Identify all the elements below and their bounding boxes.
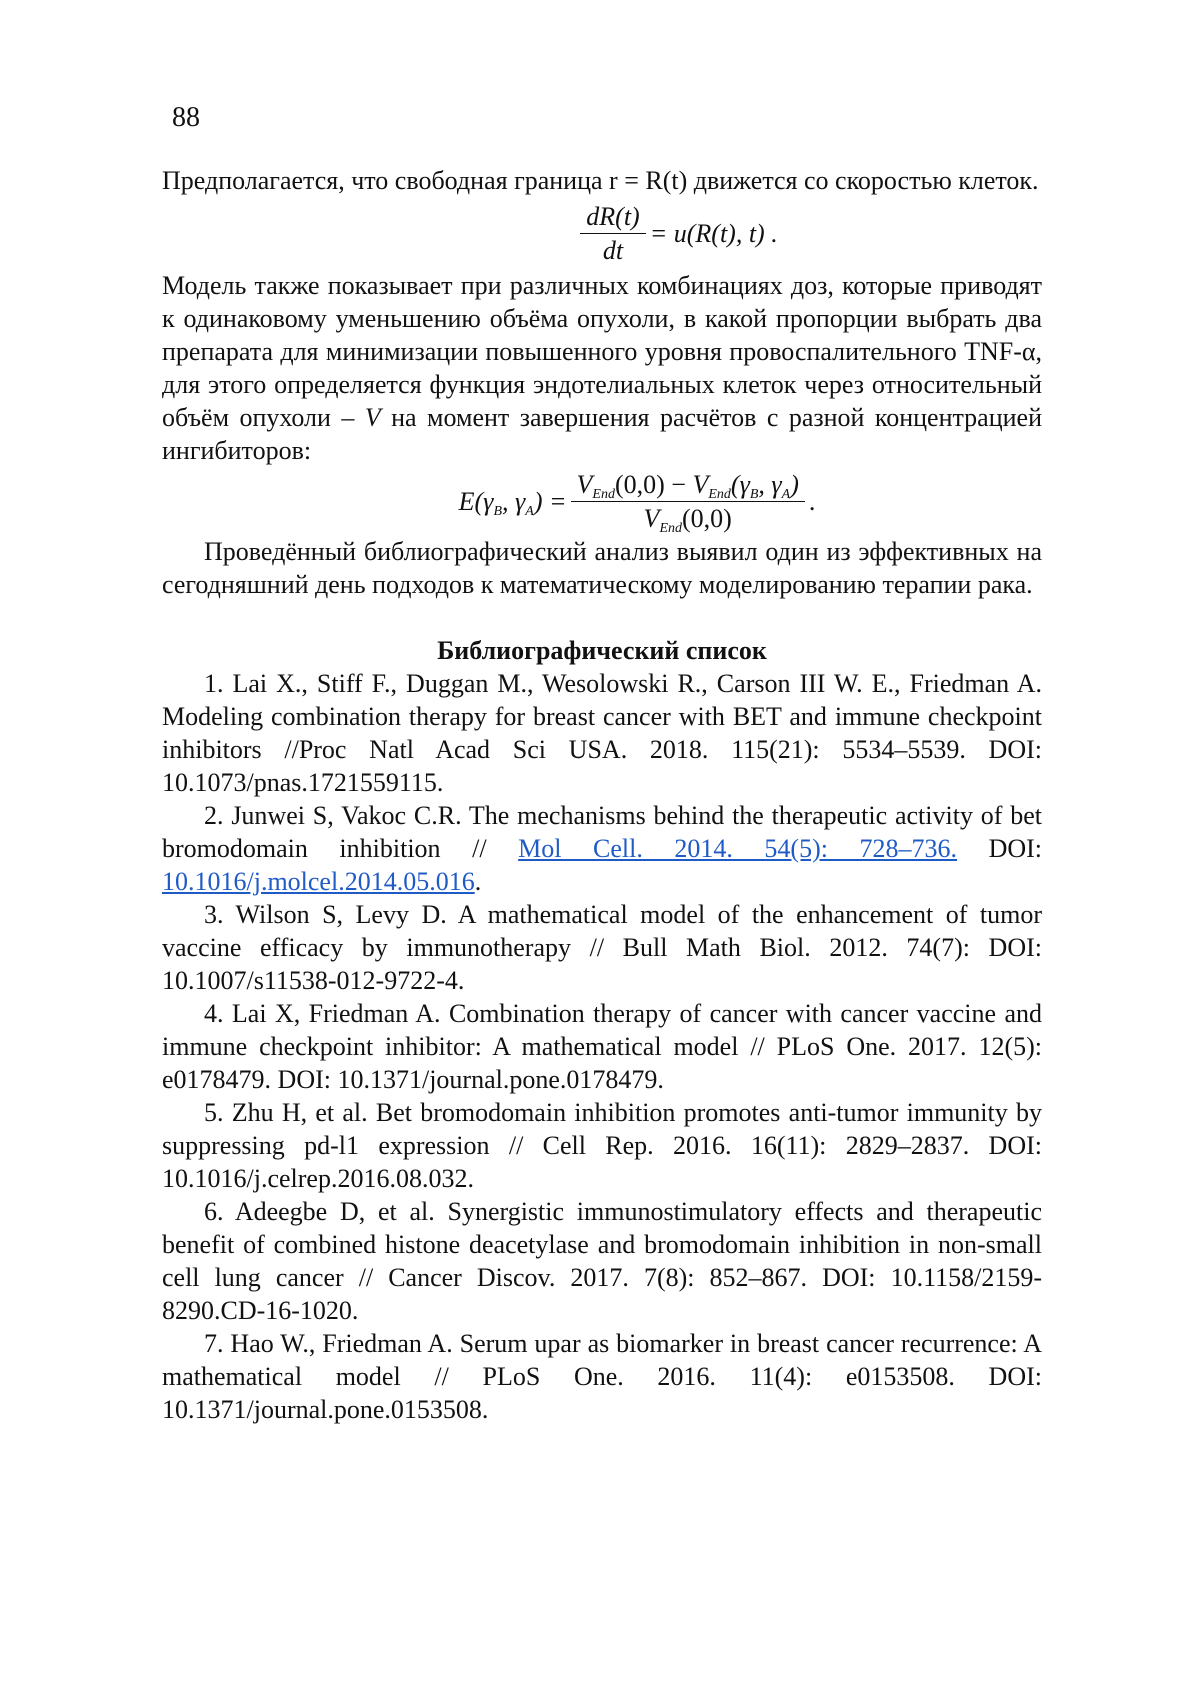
equation-lhs: [459, 485, 567, 518]
reference-item: 7. Hao W., Friedman A. Serum upar as biomarker in breast cancer recurrence: A mathematical model // PLoS One. 2016. 11(4): e0153508. DOI: 10.1371/journal.pone.0153508.: [162, 1329, 1042, 1424]
lhs-text: E(γ: [458, 486, 494, 516]
sub-end: End: [659, 520, 682, 536]
reference-item: 5. Zhu H, et al. Bet bromodomain inhibition promotes anti-tumor immunity by suppressing pd-l1 expression // Cell Rep. 2016. 16(11): 2829–2837. DOI: 10.1016/j.celrep.2016.08.032.: [162, 1098, 1042, 1193]
page-number: 88: [172, 102, 200, 133]
var-v: V: [576, 469, 593, 499]
var-v: V: [643, 503, 660, 533]
reference-text: 2. Junwei S, Vakoc C.R. The mechanisms behind the therapeutic activity of bet bromodomain inhibition //: [162, 801, 1042, 863]
num-sep: , γ: [758, 469, 782, 499]
reference-item: 1. Lai X., Stiff F., Duggan M., Wesolowski R., Carson III W. E., Friedman A. Modeling combination therapy for breast cancer with BET and immune checkpoint inhibitors //Proc Natl Acad Sci USA. 2018. 115(21): 5534–5539. DOI: 10.1073/pnas.1721559115.: [162, 669, 1042, 797]
paragraph-text-end: на момент завершения расчётов с разной концентрацией ингибиторов:: [162, 403, 1043, 465]
paragraph-free-boundary: Предполагается, что свободная граница r = R(t) движется со скоростью клеток.: [162, 166, 1039, 195]
paragraph-conclusion: Проведённый библиографический анализ выявил один из эффективных на сегодняшний день подходов к математическому моделированию терапии рака.: [162, 537, 1042, 599]
fraction: [580, 201, 645, 266]
fraction-numerator: dR(t): [580, 201, 645, 234]
equation-period: .: [808, 486, 816, 516]
fraction-numerator: [571, 469, 805, 502]
reference-doi-link[interactable]: 10.1016/j.molcel.2014.05.016: [162, 867, 475, 896]
num-part-2: (γ: [730, 469, 750, 499]
sub-a: A: [781, 486, 791, 502]
den-part: (0,0): [682, 503, 732, 533]
sub-end: End: [708, 486, 731, 502]
fraction-denominator: [638, 502, 738, 534]
reference-item: [162, 799, 1042, 898]
equation-boundary-velocity: [312, 197, 1042, 269]
reference-item: 4. Lai X, Friedman A. Combination therapy of cancer with cancer vaccine and immune checkpoint inhibitor: A mathematical model // PLoS One. 2017. 12(5): e0178479. DOI: 10.1371/journal.pone.0178479.: [162, 999, 1042, 1094]
lhs-sub-b: B: [493, 503, 502, 519]
num-close: ): [790, 469, 799, 499]
equation-efficiency: [232, 467, 1042, 535]
sub-end: End: [592, 486, 615, 502]
reference-item: 6. Adeegbe D, et al. Synergistic immunostimulatory effects and therapeutic benefit of combined histone deacetylase and bromodomain inhibition in non-small cell lung cancer // Cancer Discov. 2017. 7(8): 852–867. DOI: 10.1158/2159-8290.CD-16-1020.: [162, 1197, 1042, 1325]
reference-link[interactable]: Mol Cell. 2014. 54(5): 728–736.: [518, 834, 958, 863]
sub-b: B: [749, 486, 759, 502]
reference-doi-label: DOI:: [988, 834, 1043, 863]
variable-v: V: [364, 403, 381, 432]
reference-end: .: [474, 867, 482, 896]
var-v: V: [692, 469, 709, 499]
bibliography-heading: Библиографический список: [437, 636, 767, 665]
lhs-close: ) =: [533, 486, 567, 516]
fraction: [571, 469, 805, 534]
num-part-1: (0,0) −: [614, 469, 693, 499]
lhs-sep: , γ: [502, 486, 526, 516]
fraction-denominator: dt: [602, 235, 624, 265]
paragraph-text: Модель также показывает при различных комбинациях доз, которые приводят к одинаковому уменьшению объёма опухоли, в какой пропорции выбрать два препарата для минимизации повышенного уровня провоспалительного TNF-α, для этого определяется функция эндотелиальных клеток через относительный объём опухоли –: [162, 271, 1042, 432]
equation-rhs: = u(R(t), t) .: [649, 218, 778, 248]
lhs-sub-a: A: [525, 503, 534, 519]
reference-item: 3. Wilson S, Levy D. A mathematical model of the enhancement of tumor vaccine efficacy by immunotherapy // Bull Math Biol. 2012. 74(7): DOI: 10.1007/s11538-012-9722-4.: [162, 900, 1042, 995]
page-content: [162, 164, 1042, 1426]
paragraph-model-description: [162, 269, 1042, 467]
